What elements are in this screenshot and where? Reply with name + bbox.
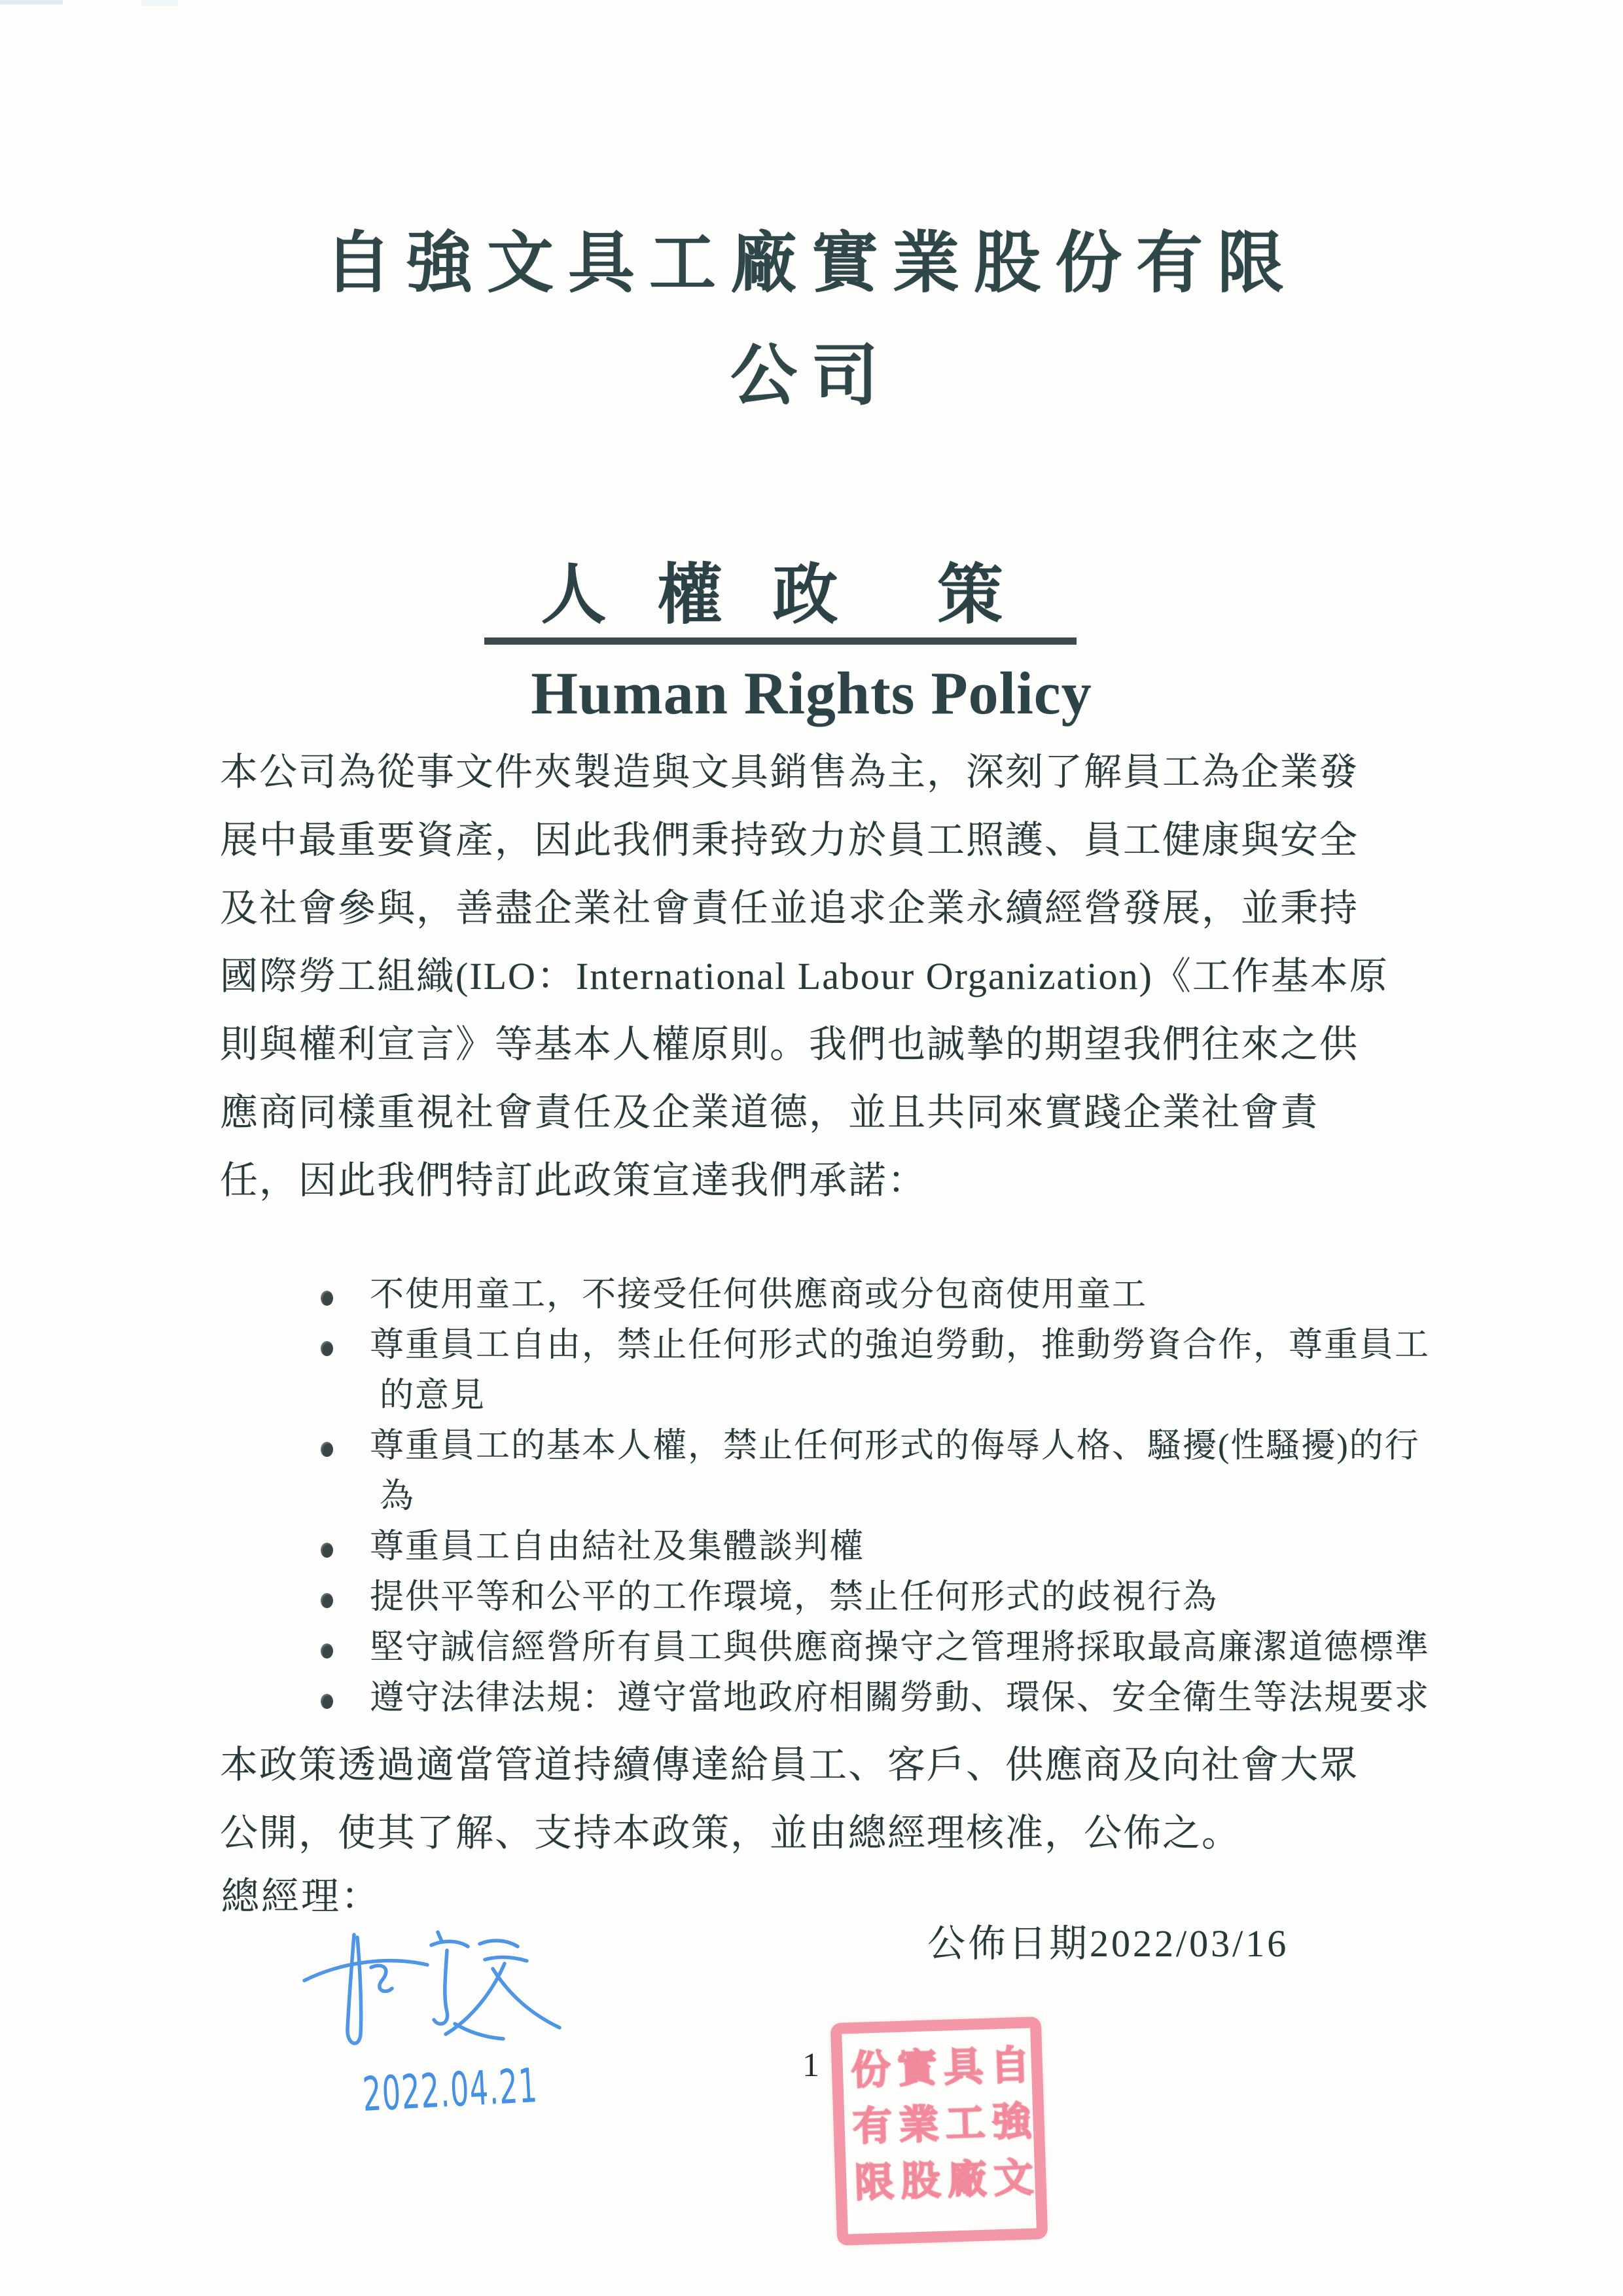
bullet-item (321, 1320, 1430, 1371)
bullet-item (321, 1270, 1430, 1320)
closing-paragraph (220, 1731, 1359, 1867)
bullet-text: 不使用童工，不接受任何供應商或分包商使用童工 (370, 1276, 1148, 1314)
company-title-line2: 公司 (730, 340, 893, 414)
bullet-text: 尊重員工自由，禁止任何形式的強迫勞動，推動勞資合作，尊重員工 (370, 1327, 1431, 1364)
company-title (0, 208, 1623, 433)
seal-text-column: 份有限 (845, 2048, 894, 2219)
intro-paragraph (220, 738, 1408, 1215)
bullet-item (321, 1421, 1430, 1471)
company-seal-stamp (830, 2017, 1048, 2246)
bullet-text: 堅守誠信經營所有員工與供應商操守之管理將採取最高廉潔道德標準 (370, 1629, 1431, 1666)
bullet-icon (321, 1593, 333, 1608)
scan-artifact (141, 0, 178, 6)
seal-text-column: 實業股 (891, 2047, 940, 2217)
bullet-icon (321, 1442, 333, 1457)
commitment-bullet-list (321, 1270, 1430, 1723)
scan-artifact (0, 0, 63, 5)
intro-line: 任，因此我們特訂此政策宣達我們承諾： (220, 1159, 927, 1202)
intro-line: 本公司為從事文件夾製造與文具銷售為主，深刻了解員工為企業發 (220, 751, 1359, 793)
bullet-text: 尊重員工自由結社及集體談判權 (370, 1528, 865, 1566)
intro-line: 展中最重要資產，因此我們秉持致力於員工照護、員工健康與安全 (220, 819, 1359, 861)
policy-heading-zh: 人 權 政 策 (541, 559, 1020, 632)
bullet-text: 提供平等和公平的工作環境，禁止任何形式的歧視行為 (370, 1579, 1219, 1616)
seal-text-column: 自強文 (984, 2043, 1033, 2214)
bullet-text-wrap: 為 (380, 1478, 416, 1515)
bullet-item (321, 1572, 1430, 1623)
publish-date: 公佈日期2022/03/16 (927, 1922, 1289, 1965)
company-title-line1: 自強文具工廠實業股份有限 (325, 227, 1298, 301)
bullet-item (321, 1673, 1430, 1723)
bullet-text: 尊重員工的基本人權，禁止任何形式的侮辱人格、騷擾(性騷擾)的行 (370, 1427, 1420, 1465)
closing-line: 公開，使其了解、支持本政策，並由總經理核准，公佈之。 (220, 1812, 1241, 1854)
general-manager-label: 總經理： (221, 1875, 382, 1918)
intro-line: 應商同樣重視社會責任及企業道德，並且共同來實踐企業社會責 (220, 1091, 1320, 1134)
bullet-icon (321, 1341, 333, 1356)
closing-line: 本政策透過適當管道持續傳達給員工、客戶、供應商及向社會大眾 (220, 1744, 1359, 1786)
intro-line: 及社會參與，善盡企業社會責任並追求企業永續經營發展，並秉持 (220, 887, 1359, 929)
signature-handwritten-date: 2022.04.21 (361, 2057, 540, 2122)
page-number: 1 (802, 2047, 819, 2084)
bullet-text: 遵守法律法規：遵守當地政府相關勞動、環保、安全衛生等法規要求 (370, 1679, 1431, 1717)
bullet-item (321, 1522, 1430, 1572)
bullet-icon (321, 1543, 333, 1558)
signature-scribble (298, 1926, 573, 2070)
seal-text-column: 具工廠 (938, 2045, 987, 2215)
policy-heading-underline (484, 560, 1077, 645)
bullet-icon (321, 1291, 333, 1306)
policy-heading-en: Human Rights Policy (531, 660, 1092, 726)
bullet-text-wrap: 的意見 (380, 1377, 486, 1414)
bullet-item (321, 1623, 1430, 1673)
bullet-icon (321, 1643, 333, 1659)
bullet-icon (321, 1694, 333, 1709)
intro-line: 則與權利宣言》等基本人權原則。我們也誠摯的期望我們往來之供 (220, 1023, 1359, 1066)
intro-line: 國際勞工組織(ILO：International Labour Organization)《工作基本原 (220, 955, 1389, 997)
